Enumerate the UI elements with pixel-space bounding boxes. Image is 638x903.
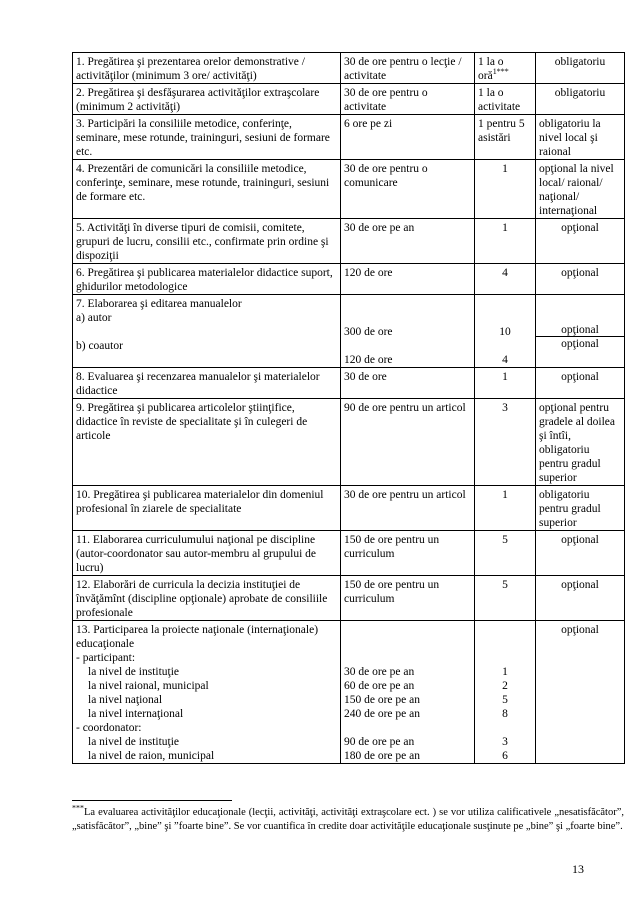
group-label: - participant:: [76, 652, 136, 664]
level-label: la nivel naţional: [88, 694, 163, 706]
count-text: 8: [502, 708, 508, 720]
count-text: 6: [502, 750, 508, 762]
activity-cell: 11. Elaborarea curriculumului naţional pe discipline (autor-coordonator sau autor-membru al grupului de lucru): [73, 531, 341, 576]
table-row: [73, 486, 625, 531]
count-cell: 1: [475, 160, 536, 219]
status-cell: opţional: [536, 531, 625, 576]
status-cell: opţional la nivel local/ raional/ naţional/ internaţional: [536, 160, 625, 219]
hours-cell: 30 de ore: [341, 368, 475, 399]
activity-cell: 8. Evaluarea şi recenzarea manualelor şi materialelor didactice: [73, 368, 341, 399]
level-label: la nivel internaţional: [88, 708, 184, 720]
table-row: [73, 264, 625, 295]
page-number: 13: [572, 862, 584, 876]
subitem-label: a) autor: [76, 312, 112, 324]
status-cell: opţional: [536, 621, 625, 764]
status-cell: obligatoriu la nivel local şi raional: [536, 115, 625, 160]
table-row: [73, 531, 625, 576]
hours-text: 240 de ore pe an: [344, 708, 420, 720]
footnote-marker: ***: [72, 803, 84, 813]
count-cell: [475, 295, 536, 368]
status-cell: opţional: [536, 264, 625, 295]
count-cell: 4: [475, 264, 536, 295]
hours-cell: [341, 295, 475, 368]
hours-text: 150 de ore pe an: [344, 694, 420, 706]
activity-cell: 9. Pregătirea şi publicarea articolelor ştiinţifice, didactice în reviste de specialitate şi în culegeri de articole: [73, 399, 341, 486]
activity-cell: 12. Elaborări de curricula la decizia instituţiei de învăţămînt (discipline opţionale) aprobate de consiliile profesionale: [73, 576, 341, 621]
activity-cell: [73, 621, 341, 764]
status-cell: opţional: [536, 219, 625, 264]
table-row: [73, 576, 625, 621]
footnote: [72, 803, 624, 834]
count-cell: 5: [475, 576, 536, 621]
level-label: la nivel de instituţie: [88, 666, 180, 678]
activity-cell: 2. Pregătirea şi desfăşurarea activităţilor extraşcolare (minimum 2 activităţi): [73, 84, 341, 115]
activity-cell: 4. Prezentări de comunicări la consiliile metodice, conferinţe, seminare, mese rotunde, traininguri, sesiuni de formare etc.: [73, 160, 341, 219]
count-cell: 1 la o activitate: [475, 84, 536, 115]
count-text: 5: [502, 694, 508, 706]
footnote-separator: [72, 800, 232, 801]
count-cell: [475, 621, 536, 764]
activity-cell: [73, 295, 341, 368]
status-cell: [536, 295, 625, 368]
level-label: la nivel de instituţie: [88, 736, 180, 748]
activity-title: 7. Elaborarea şi editarea manualelor: [76, 298, 242, 310]
table-row: [73, 399, 625, 486]
hours-text: 60 de ore pe an: [344, 680, 415, 692]
hours-cell: 30 de ore pe an: [341, 219, 475, 264]
level-label: la nivel de raion, municipal: [88, 750, 215, 762]
group-label: - coordonator:: [76, 722, 142, 734]
count-text: 1: [502, 666, 508, 678]
count-cell: 1 pentru 5 asistări: [475, 115, 536, 160]
hours-text: 120 de ore: [344, 354, 393, 366]
hours-cell: 6 ore pe zi: [341, 115, 475, 160]
status-text: opţional: [561, 338, 599, 350]
hours-text: 180 de ore pe an: [344, 750, 420, 762]
activity-title: 13. Participarea la proiecte naţionale (internaţionale) educaţionale: [76, 624, 319, 650]
hours-cell: 120 de ore: [341, 264, 475, 295]
footnote-text: La evaluarea activităţilor educaţionale (lecţii, activităţi, activităţi extraşcolare ect. ) se vor utiliza calificativele „nesatisfăcător”, „satisfăcător”, „bine” şi ”foarte bine”. Se vor cuantifica în credite doar activităţile educaţionale susţinute pe „bine” şi „foarte bine”.: [72, 807, 624, 832]
hours-cell: 30 de ore pentru o activitate: [341, 84, 475, 115]
table-row: [73, 160, 625, 219]
status-text: opţional: [536, 295, 624, 337]
count-cell: 5: [475, 531, 536, 576]
status-cell: opţional: [536, 576, 625, 621]
activity-cell: 3. Participări la consiliile metodice, conferinţe, seminare, mese rotunde, traininguri, sesiuni de formare etc.: [73, 115, 341, 160]
table-row: [73, 84, 625, 115]
status-cell: opţional: [536, 368, 625, 399]
count-text: 2: [502, 680, 508, 692]
hours-text: 300 de ore: [344, 326, 393, 338]
level-label: la nivel raional, municipal: [88, 680, 209, 692]
hours-cell: 30 de ore pentru o lecţie / activitate: [341, 53, 475, 84]
table-row: [73, 219, 625, 264]
hours-cell: 90 de ore pentru un articol: [341, 399, 475, 486]
count-text: 3: [502, 736, 508, 748]
activity-cell: 1. Pregătirea şi prezentarea orelor demonstrative / activităţilor (minimum 3 ore/ activităţi): [73, 53, 341, 84]
activity-cell: 10. Pregătirea şi publicarea materialelor din domeniul profesional în ziarele de specialitate: [73, 486, 341, 531]
table-row: [73, 621, 625, 764]
status-cell: obligatoriu: [536, 84, 625, 115]
activity-cell: 6. Pregătirea şi publicarea materialelor didactice suport, ghidurilor metodologice: [73, 264, 341, 295]
table-row: [73, 53, 625, 84]
hours-cell: 30 de ore pentru o comunicare: [341, 160, 475, 219]
count-text: 10: [499, 326, 511, 338]
count-text: 4: [502, 354, 508, 366]
status-cell: obligatoriu pentru gradul superior: [536, 486, 625, 531]
count-text: 1 la o oră: [478, 56, 504, 82]
status-cell: opţional pentru gradele al doilea şi întîi, obligatoriu pentru gradul superior: [536, 399, 625, 486]
hours-text: 90 de ore pe an: [344, 736, 415, 748]
table-row: [73, 115, 625, 160]
hours-cell: [341, 621, 475, 764]
count-cell: [475, 53, 536, 84]
table-row: [73, 295, 625, 368]
credits-table: [72, 52, 625, 764]
hours-cell: 150 de ore pentru un curriculum: [341, 531, 475, 576]
hours-cell: 150 de ore pentru un curriculum: [341, 576, 475, 621]
count-cell: 1: [475, 219, 536, 264]
table-row: [73, 368, 625, 399]
count-cell: 3: [475, 399, 536, 486]
hours-text: 30 de ore pe an: [344, 666, 415, 678]
hours-cell: 30 de ore pentru un articol: [341, 486, 475, 531]
subitem-label: b) coautor: [76, 340, 123, 352]
count-cell: 1: [475, 368, 536, 399]
count-cell: 1: [475, 486, 536, 531]
footnote-marker: 1***: [492, 67, 509, 77]
status-cell: obligatoriu: [536, 53, 625, 84]
activity-cell: 5. Activităţi în diverse tipuri de comisii, comitete, grupuri de lucru, consilii etc., confirmate prin ordine şi dispoziţii: [73, 219, 341, 264]
